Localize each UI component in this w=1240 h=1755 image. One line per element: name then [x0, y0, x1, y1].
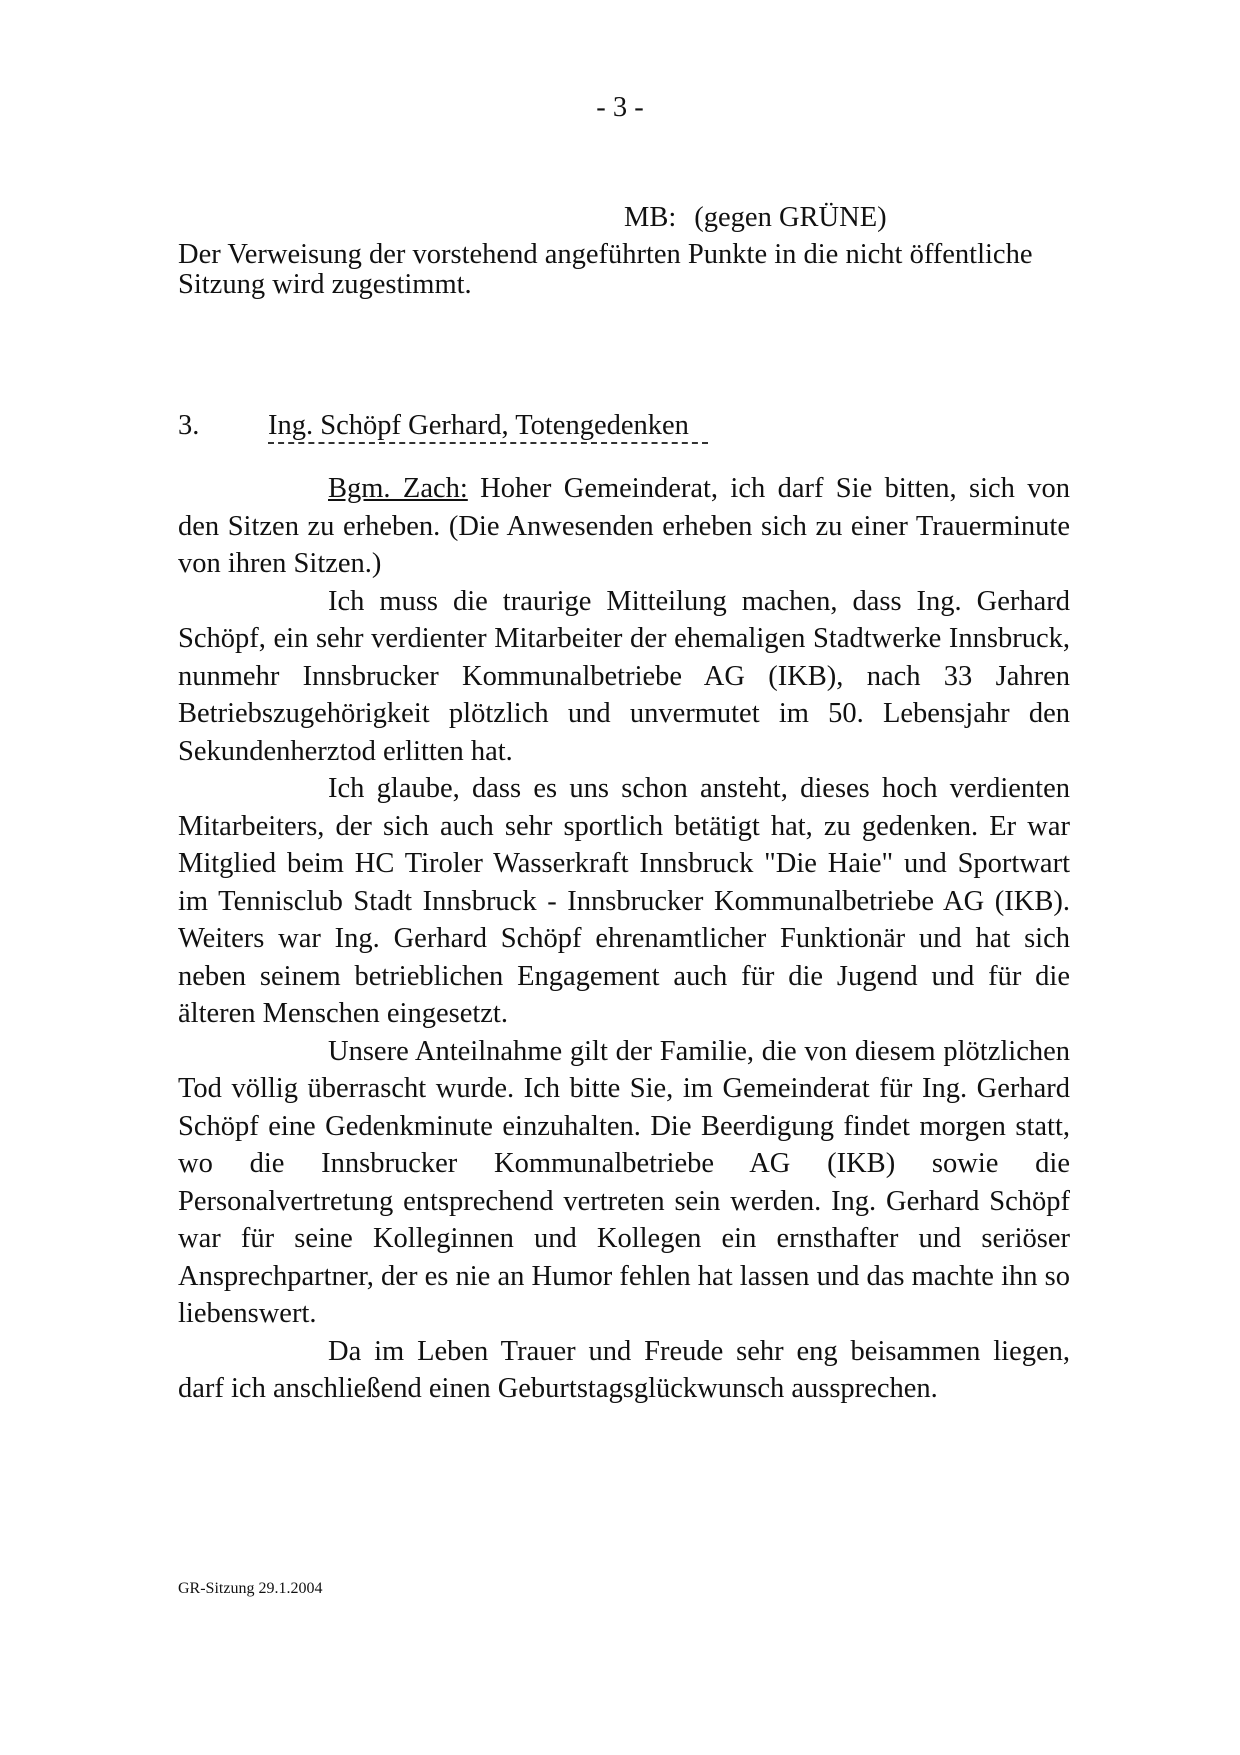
- agenda-item-title: Ing. Schöpf Gerhard, Totengedenken: [268, 410, 689, 441]
- speech-paragraph: Da im Leben Trauer und Freude sehr eng beisammen liegen, darf ich anschließend einen Geburtstagsglückwunsch aussprechen.: [178, 1335, 1070, 1404]
- speech-paragraph-text: Hoher Gemeinderat, ich darf Sie bitten, sich von den Sitzen zu erheben. (Die Anwesenden erheben sich zu einer Trauerminute von ihren Sitzen.): [178, 473, 1070, 579]
- speech-paragraph: Ich glaube, dass es uns schon ansteht, dieses hoch verdienten Mitarbeiters, der sich auch sehr sportlich betätigt hat, zu gedenken. Er war Mitglied beim HC Tiroler Wasserkraft Innsbruck "Die Haie" und Sportwart im Tennisclub Stadt Innsbruck - Innsbrucker Kommunalbetriebe AG (IKB). Weiters war Ing. Gerhard Schöpf ehrenamtlicher Funktionär und hat sich neben seinem betrieblichen Engagement auch für die Jugend und für die älteren Menschen eingesetzt.: [178, 773, 1070, 1029]
- vote-result: [624, 202, 887, 234]
- page-number: - 3 -: [596, 92, 644, 123]
- title-dashed-underline: [268, 442, 708, 444]
- speech-paragraph: Ich muss die traurige Mitteilung machen, dass Ing. Gerhard Schöpf, ein sehr verdienter Mitarbeiter der ehemaligen Stadtwerke Innsbruck, nunmehr Innsbrucker Kommunalbetriebe AG (IKB), nach 33 Jahren Betriebszugehörigkeit plötzlich und unvermutet im 50. Lebensjahr den Sekundenherztod erlitten hat.: [178, 585, 1070, 767]
- page-footer: GR-Sitzung 29.1.2004: [178, 1580, 323, 1597]
- vote-outcome: (gegen GRÜNE): [694, 202, 887, 233]
- agenda-item-number: 3.: [178, 410, 200, 441]
- speaker-name: Bgm. Zach:: [328, 473, 468, 504]
- decision-text: Der Verweisung der vorstehend angeführten Punkte in die nicht öffentliche Sitzung wird zugestimmt.: [178, 239, 1033, 300]
- vote-label: MB:: [624, 202, 677, 233]
- speech-paragraph: Unsere Anteilnahme gilt der Familie, die von diesem plötzlichen Tod völlig überrascht wurde. Ich bitte Sie, im Gemeinderat für Ing. Gerhard Schöpf eine Gedenkminute einzuhalten. Die Beerdigung findet morgen statt, wo die Innsbrucker Kommunalbetriebe AG (IKB) sowie die Personalvertretung entsprechend vertreten sein werden. Ing. Gerhard Schöpf war für seine Kolleginnen und Kollegen ein ernsthafter und seriöser Ansprechpartner, der es nie an Humor fehlen hat lassen und das machte ihn so liebenswert.: [178, 1035, 1070, 1329]
- speech-paragraph: [178, 470, 1070, 583]
- speech-body: [178, 470, 1070, 1408]
